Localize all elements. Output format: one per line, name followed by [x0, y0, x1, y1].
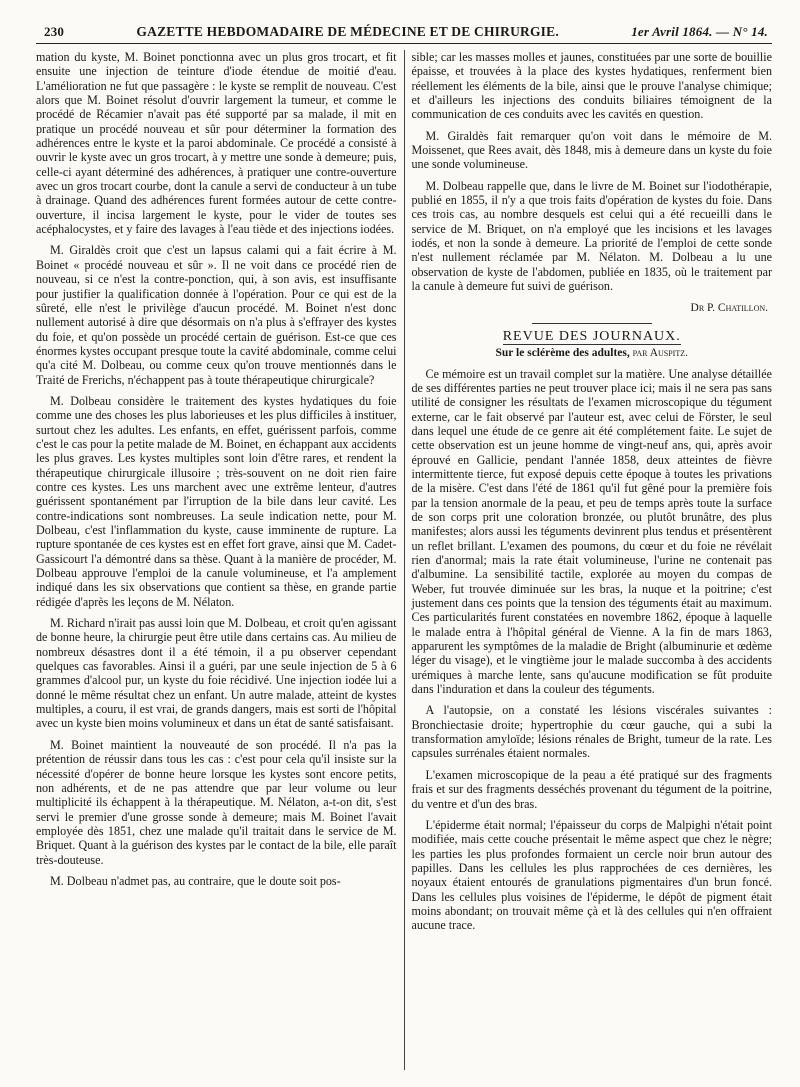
- paragraph: M. Boinet maintient la nouveauté de son procédé. Il n'a pas la prétention de réussir dans tous les cas : c'est pour cela qu'il insiste sur la nécessité d'opérer de bonne heure lorsque les kystes sont encore petits, non adhérents, et de ne pas attendre que par leur volume ou leur multiplicité ils échappent à la thérapeutique. M. Nélaton, a-t-on dit, s'est servi le premier d'une grosse sonde à demeure; mais M. Boinet l'avait employée dès 1851, chez une malade qu'il traitait dans le service de M. Briquet. Quant à la guérison des kystes par le contact de la bile, elle paraît très-douteuse.: [36, 737, 397, 867]
- columns: [36, 50, 772, 1070]
- section-title: [412, 330, 773, 344]
- left-column: [36, 50, 404, 1070]
- paragraph: L'épiderme était normal; l'épaisseur du corps de Malpighi n'était point modifiée, mais cette couche présentait le même aspect que chez le nègre; les parties les plus profondes formaient un cercle noir brun autour des papilles. Dans les cellules les plus rapprochées de ces dernières, les noyaux étaient entourés de granulations pigmentaires d'un brun foncé. Dans les cellules plus voisines de l'épiderme, le dépôt de pigment était moins abondant; on trouvait même çà et là des cellules qui n'en offraient aucune trace.: [411, 817, 772, 933]
- article-author: par Auspitz.: [632, 347, 688, 360]
- paragraph: L'examen microscopique de la peau a été pratiqué sur des fragments frais et sur des fragments desséchés provenant du tégument de la poitrine, du ventre et d'un des bras.: [411, 767, 772, 811]
- article-title-text: Sur le sclérème des adultes,: [495, 347, 630, 360]
- paragraph: sible; car les masses molles et jaunes, constituées par une sorte de bouillie épaisse, et trouvées à la place des kystes hydatiques, renferment bien réellement les éléments de la bile, ainsi que le prouve l'analyse chimique; et d'ailleurs les injections des conduits biliaires témoignent de la communication de ces conduits avec les cavités en question.: [411, 50, 772, 122]
- signature: Dr P. Chatillon.: [690, 301, 768, 314]
- paragraph: M. Dolbeau considère le traitement des kystes hydatiques du foie comme une des choses les plus laborieuses et les plus difficiles à instituer, surtout chez les adultes. Les enfants, en effet, guérissent parfois, comme c'est le cas pour la petite malade de M. Boinet, en échappant aux accidents les plus graves. Les kystes multiples sont loin d'être rares, et rendent la thérapeutique chirurgicale illusoire ; très-souvent on ne doit rien faire contre ces kystes. Les uns marchent avec une extrême lenteur, d'autres guérissent spontanément par l'irruption de la bile dans leur cavité. Les contre-indications sont nombreuses. La seule indication nette, pour M. Dolbeau, c'est l'inflammation du kyste, cause imminente de rupture. La rupture spontanée de ces kystes est en effet fort grave, ainsi que M. Cadet-Gassicourt l'a démontré dans sa thèse. Quant à la manière de procéder, M. Dolbeau approuve l'emploi de la canule volumineuse, et l'a amplement indiqué dans les six observations que contient sa thèse, en grande partie rédigée d'après les leçons de M. Nélaton.: [36, 393, 397, 609]
- right-column: [404, 50, 773, 1070]
- page-header: [36, 24, 772, 44]
- paragraph: A l'autopsie, on a constaté les lésions viscérales suivantes : Bronchiectasie droite; hypertrophie du cœur gauche, qui a subi la transformation amyloïde; lésions rénales de Bright, tumeur de la rate. Les capsules surrénales étaient normales.: [411, 703, 772, 761]
- divider: [532, 323, 652, 324]
- paragraph: Ce mémoire est un travail complet sur la matière. Une analyse détaillée de ses différentes parties ne peut trouver place ici; mais il ne sera pas sans utilité de consigner les résultats de l'examen microscopique du tégument externe, car le fait observé par l'auteur est, avec celui de Förster, le seul dans lequel une étude de ce genre ait été complétement faite. Le sujet de cette observation est un jeune homme de vingt-neuf ans, qui, après avoir éprouvé en Gallicie, pendant l'année 1858, deux atteintes de fièvre intermittente tierce, fut exposé depuis cette époque à toutes les privations de la misère. C'est dans l'été de 1861 qu'il fut gêné pour la première fois par la tension anormale de la peau, et peu de temps après toute la surface de son corps prit une coloration bronzée, ou plutôt brunâtre, des plus manifestes; alors aussi les téguments devinrent plus tendus et présentèrent un reflet brillant. L'examen des poumons, du cœur et du foie ne révélait rien d'anormal; mais la rate était volumineuse, l'urine ne contenait pas d'albumine. La sensibilité tactile, explorée au moyen du compas de Weber, fut trouvée diminuée sur les bras, la nuque et la poitrine; c'est justement dans ces points que la tension des téguments était au maximum. Ces particularités furent constatées en novembre 1862, époque à laquelle le malade entra à l'hôpital général de Vienne. A la fin de mars 1863, apparurent les symptômes de la maladie de Bright (albuminurie et œdème léger du visage), et le vingtième jour le malade succomba à des accidents urémiques à marche lente, sans qu'aucune modification se fût produite dans l'induration et dans la couleur des téguments.: [411, 366, 772, 697]
- article-title: [412, 346, 773, 360]
- journal-title: GAZETTE HEBDOMADAIRE DE MÉDECINE ET DE CHIRURGIE.: [136, 24, 559, 39]
- paragraph: M. Dolbeau n'admet pas, au contraire, que le doute soit pos-: [50, 873, 341, 888]
- paragraph: M. Dolbeau rappelle que, dans le livre de M. Boinet sur l'iodothérapie, publié en 1855, il n'y a que trois faits d'opération de kystes du foie. Dans ces trois cas, au nombre desquels est celui qui a été recueilli dans le service de M. Briquet, on n'a employé que les incisions et les lavages iodés, et non la sonde à demeure. La priorité de l'emploi de cette sonde n'est nullement réclamée par M. Nélaton. M. Dolbeau a lu une observation de kyste de l'abdomen, publiée en 1835, où le traitement par la canule à demeure fut suivi de guérison.: [411, 178, 772, 294]
- paragraph: M. Giraldès fait remarquer qu'on voit dans le mémoire de M. Moissenet, que Rees avait, dès 1848, mis à demeure dans un kyste du foie une sonde volumineuse.: [411, 128, 772, 172]
- paragraph: M. Giraldès croit que c'est un lapsus calami qui a fait écrire à M. Boinet « procédé nouveau et sûr ». Il ne voit dans ce procédé rien de nouveau, si ce n'est la contre-ponction, qui, à son avis, est insuffisante pour justifier la qualification donnée à l'opération. Pour ce qui est de la sûreté, elle n'est le privilège d'aucun procédé. M. Boinet n'est donc nullement autorisé à dire que désormais on n'a plus à s'effrayer des kystes du foie, et qu'on possède un procédé certain de guérison. Est-ce que ces énormes kystes occupant presque toute la cavité abdominale, comme celui qu'a cité M. Dolbeau, ou comme ceux qu'on trouve mentionnés dans le Traité de Frerichs, n'échappent pas à toute thérapeutique chirurgicale?: [36, 243, 397, 387]
- paragraph: M. Richard n'irait pas aussi loin que M. Dolbeau, et croit qu'en agissant de bonne heure, la chirurgie peut être utile dans certains cas. Au milieu de nombreux désastres dont il a été témoin, il a pu observer cependant quelques cas favorables. Ainsi il a guéri, par une seule injection de 5 à 6 grammes d'alcool pur, un kyste du foie récidivé. Une injection iodée lui a donné le même résultat chez un enfant. Un autre malade, atteint de kystes multiples, a couru, il est vrai, de grands dangers, mais est sorti de l'hôpital avec un kyste bien moins volumineux et dans un état de santé satisfaisant.: [36, 616, 397, 731]
- section-title-text: REVUE DES JOURNAUX.: [502, 328, 681, 344]
- issue-date: 1er Avril 1864. — N° 14.: [631, 24, 768, 39]
- paragraph: mation du kyste, M. Boinet ponctionna avec un plus gros trocart, et fit ensuite une injection de teinture d'iode étendue de moitié d'eau. L'amélioration ne fut que passagère : le kyste se remplit de nouveau. C'est alors que M. Boinet résolut d'ouvrir largement la tumeur, et comme le procédé de Récamier n'avait pas été supporté par sa malade, il mit en pratique un procédé nouveau et sûr pour déterminer la formation des adhérences entre le kyste et la paroi abdominale. Ce procédé a consisté à ouvrir le kyste avec un gros trocart, à y mettre une sonde à demeure; puis, celle-ci ayant déterminé des adhérences, à pratiquer une contre-ouverture avec un gros trocart courbe, dont la canule a servi de conducteur à un tube à drainage. Quand des adhérences furent formées autour de cette contre-ouverture, il incisa largement le kyste, pour le vider de toutes ses acéphalocystes, et y faire des lavages à l'eau tiède et des injections iodées.: [36, 50, 397, 237]
- page-number: 230: [44, 24, 65, 39]
